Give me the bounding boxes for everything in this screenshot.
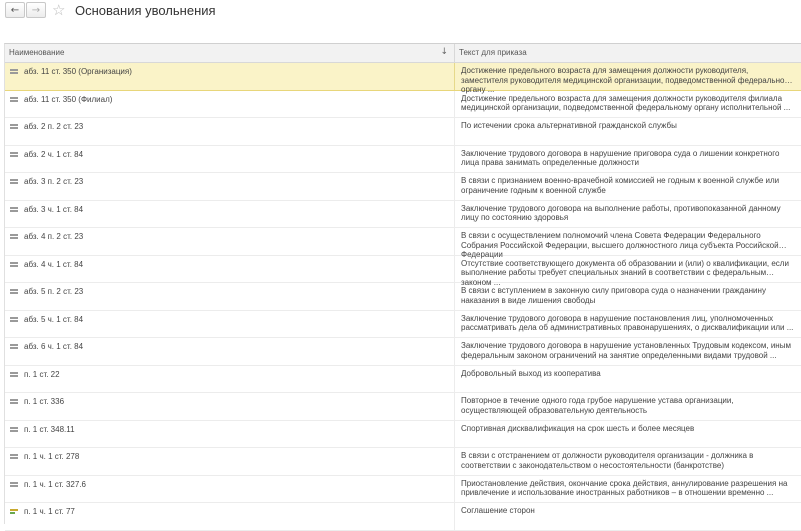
row-order-text: В связи с признанием военно-врачебной комиссией не годным к военной службе или ограничение годным к военной службе [461, 176, 780, 195]
row-code: абз. 3 ч. 1 ст. 84 [24, 204, 84, 214]
table-row[interactable] [5, 393, 801, 421]
sort-descending-icon: ↓ [440, 47, 448, 57]
cell-order-text [455, 256, 801, 287]
row-code: п. 1 ст. 22 [24, 369, 60, 379]
row-order-text: Достижение предельного возраста для замещения должности руководителя, заместителя руководителя медицинской организации, подведомственной федеральному органу ... [461, 66, 795, 94]
list-item-icon [10, 343, 18, 351]
row-order-text: Повторное в течение одного года грубое нарушение устава организации, осуществляющей образовательную деятельность [461, 396, 734, 415]
list-item-icon [10, 151, 18, 159]
table-row[interactable] [5, 228, 801, 259]
table-header [5, 44, 801, 63]
list-item-icon [10, 96, 18, 104]
cell-name [5, 393, 455, 420]
row-order-text: Заключение трудового договора в нарушение постановления лиц, уполномоченных рассматривать дела об административных правонарушениях, о дисквалификации или ... [461, 313, 794, 332]
cell-order-text [455, 476, 801, 503]
row-code: абз. 4 ч. 1 ст. 84 [24, 259, 84, 269]
table-row[interactable] [5, 421, 801, 449]
cell-order-text [455, 228, 801, 259]
list-item-icon [10, 316, 18, 324]
cell-order-text [455, 283, 801, 310]
list-item-icon [10, 288, 18, 296]
row-order-text: В связи с осуществлением полномочий члена Совета Федерации Федерального Собрания Российской Федерации, высшего должностного лица субъекта Российской Федерации [461, 231, 779, 259]
star-icon[interactable]: ☆ [52, 1, 66, 19]
table-row[interactable] [5, 256, 801, 287]
cell-name [5, 91, 455, 118]
list-item-icon [10, 398, 18, 406]
cell-order-text [455, 448, 801, 475]
row-order-text: Приостановление действия, окончание срока действия, аннулирование разрешения на привлечение и использование иностранных работников – в отношении временно ... [461, 478, 788, 497]
row-code: п. 1 ст. 348.11 [24, 424, 75, 434]
list-item-icon [10, 426, 18, 434]
row-code: абз. 6 ч. 1 ст. 84 [24, 342, 84, 351]
row-code: п. 1 ст. 336 [24, 397, 65, 406]
table-row[interactable] [5, 283, 801, 311]
cell-name [5, 338, 455, 365]
arrow-left-icon[interactable]: ← [5, 2, 25, 18]
table-row[interactable] [5, 338, 801, 366]
table-row[interactable] [5, 146, 801, 174]
cell-order-text [455, 146, 801, 173]
cell-name [5, 503, 455, 530]
table-row[interactable] [5, 91, 801, 119]
list-item-icon [10, 178, 18, 186]
column-header-name[interactable] [5, 44, 455, 62]
row-order-text: Достижение предельного возраста для замещения должности руководителя филиала медицинской организации, подведомственной федеральному органу исполнительной ... [461, 93, 791, 112]
cell-name [5, 63, 455, 90]
list-item-icon [10, 371, 18, 379]
list-item-icon [10, 206, 18, 214]
titlebar [0, 0, 800, 22]
cell-name [5, 201, 455, 228]
cell-name [5, 476, 455, 503]
cell-name [5, 366, 455, 393]
row-code: абз. 5 п. 2 ст. 23 [24, 287, 84, 296]
cell-order-text [455, 173, 801, 200]
column-header-name-label: Наименование [9, 48, 65, 57]
cell-order-text [455, 393, 801, 420]
row-code: абз. 11 ст. 350 (Организация) [24, 67, 132, 76]
row-code: абз. 2 ч. 1 ст. 84 [24, 149, 84, 159]
list-item-icon [10, 68, 18, 76]
cell-name [5, 228, 455, 255]
table-row[interactable] [5, 118, 801, 146]
cell-order-text [455, 338, 801, 365]
page-title: Основания увольнения [75, 3, 216, 18]
cell-order-text [455, 503, 801, 530]
cell-order-text [455, 311, 801, 338]
row-order-text: Соглашение сторон [461, 506, 535, 515]
row-code: абз. 4 п. 2 ст. 23 [24, 232, 84, 241]
table-row[interactable] [5, 448, 801, 476]
table-body [5, 63, 801, 531]
cell-order-text [455, 118, 801, 145]
row-code: п. 1 ч. 1 ст. 327.6 [24, 479, 86, 489]
row-code: абз. 3 п. 2 ст. 23 [24, 177, 84, 186]
list-item-icon [10, 481, 18, 489]
table-row[interactable] [5, 503, 801, 531]
row-order-text: В связи с отстранением от должности руководителя организации - должника в соответствии с законодательством о несостоятельности (банкротстве) [461, 451, 754, 470]
cell-name [5, 311, 455, 338]
cell-name [5, 448, 455, 475]
table-row[interactable] [5, 366, 801, 394]
row-order-text: Заключение трудового договора на выполнение работы, противопоказанной данному лицу по состоянию здоровья [461, 203, 781, 222]
row-order-text: Заключение трудового договора в нарушение приговора суда о лишении конкретного лица права занимать определенные должности [461, 148, 780, 167]
row-code: п. 1 ч. 1 ст. 77 [24, 507, 75, 516]
arrow-right-icon[interactable]: → [26, 2, 46, 18]
cell-name [5, 421, 455, 448]
table-row[interactable] [5, 173, 801, 201]
row-order-text: Спортивная дисквалификация на срок шесть и более месяцев [461, 423, 695, 433]
cell-order-text [455, 91, 801, 118]
column-header-order-text-label: Текст для приказа [459, 48, 527, 57]
row-code: п. 1 ч. 1 ст. 278 [24, 452, 80, 461]
cell-order-text [455, 201, 801, 228]
row-order-text: Заключение трудового договора в нарушение установленных Трудовым кодексом, иным федеральным законом ограничений на занятие определенными видами трудовой ... [461, 341, 791, 360]
column-header-order-text[interactable] [455, 44, 801, 62]
row-code: абз. 2 п. 2 ст. 23 [24, 122, 84, 131]
row-order-text: Добровольный выход из кооператива [461, 368, 601, 378]
cell-order-text [455, 63, 801, 94]
list-item-icon [10, 233, 18, 241]
cell-name [5, 118, 455, 145]
row-order-text: В связи с вступлением в законную силу приговора суда о назначении гражданину наказания в виде лишения свободы [461, 286, 766, 305]
list-item-icon [10, 453, 18, 461]
cell-name [5, 146, 455, 173]
table-row[interactable] [5, 476, 801, 504]
list-item-icon [10, 123, 18, 131]
row-order-text: Отсутствие соответствующего документа об образовании и (или) о квалификации, если выполнение работы требует специальных знаний в соответствии с федеральным законом ... [461, 258, 789, 287]
cell-name [5, 283, 455, 310]
cell-name [5, 256, 455, 283]
cell-order-text [455, 366, 801, 393]
cell-name [5, 173, 455, 200]
dismissal-grounds-table [4, 43, 801, 524]
row-code: абз. 5 ч. 1 ст. 84 [24, 314, 84, 324]
predefined-item-icon [10, 508, 18, 516]
table-row[interactable] [5, 311, 801, 339]
row-code: абз. 11 ст. 350 (Филиал) [24, 94, 113, 104]
list-item-icon [10, 261, 18, 269]
cell-order-text [455, 421, 801, 448]
row-order-text: По истечении срока альтернативной гражданской службы [461, 121, 677, 130]
table-row[interactable] [5, 63, 801, 94]
table-row[interactable] [5, 201, 801, 229]
